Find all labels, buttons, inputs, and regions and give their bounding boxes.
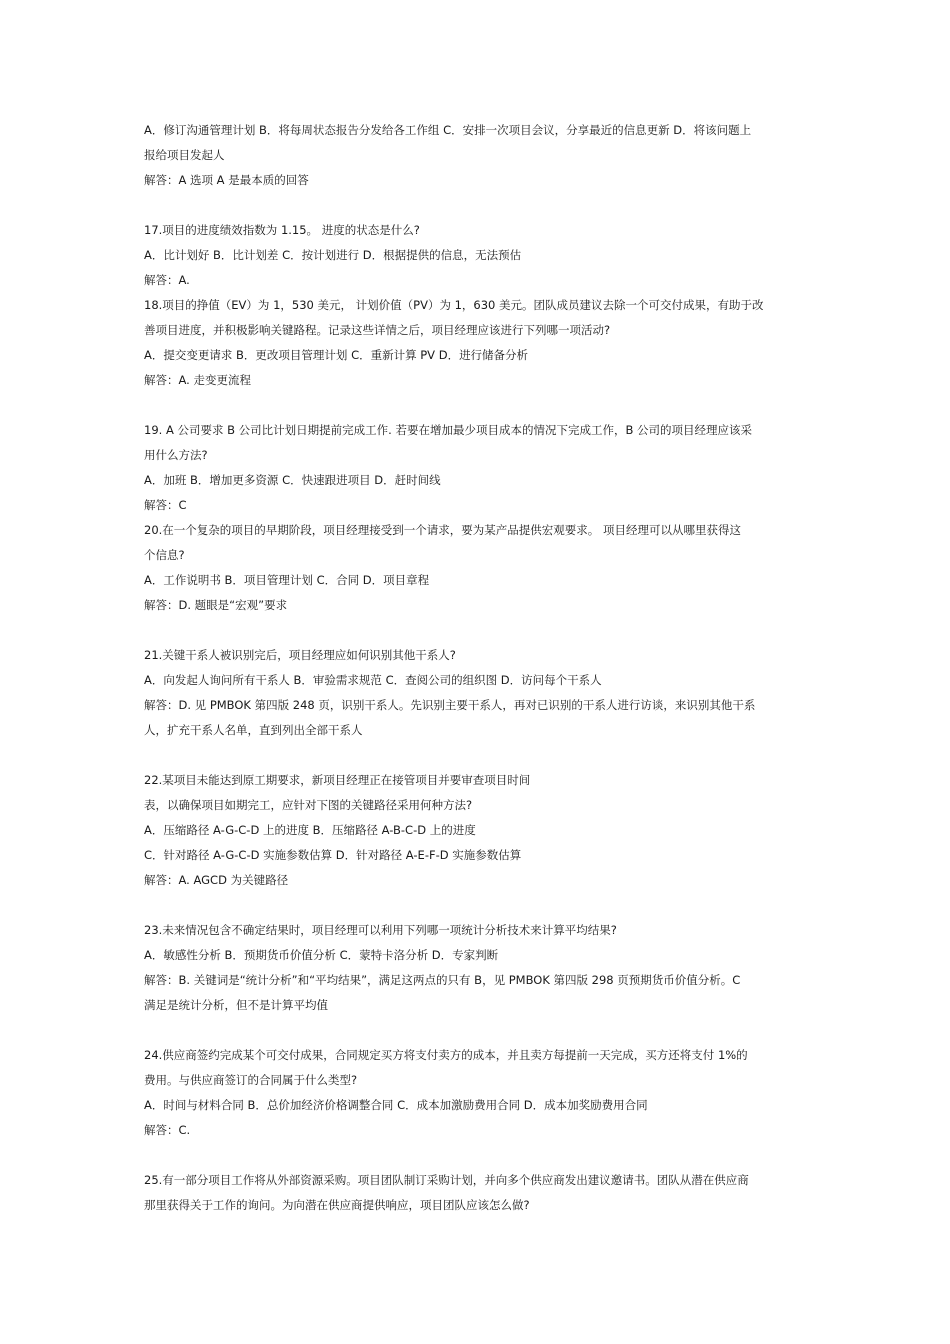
text-line: A．压缩路径 A-G-C-D 上的进度 B．压缩路径 A-B-C-D 上的进度: [144, 823, 476, 837]
text-line: 解答：C: [144, 498, 187, 512]
text-line: 21.关键干系人被识别完后，项目经理应如何识别其他干系人?: [144, 648, 456, 662]
text-line: A．提交变更请求 B．更改项目管理计划 C．重新计算 PV D．进行储备分析: [144, 348, 529, 362]
text-line: 24.供应商签约完成某个可交付成果，合同规定买方将支付卖方的成本，并且卖方每提前一天完成，买方还将支付 1%的: [144, 1048, 748, 1062]
paragraph-gap: [144, 1018, 810, 1043]
paragraph-gap: [144, 893, 810, 918]
paragraph-gap: [144, 743, 810, 768]
text-line: 20.在一个复杂的项目的早期阶段，项目经理接受到一个请求，要为某产品提供宏观要求。 项目经理可以从哪里获得这: [144, 523, 741, 537]
text-line: 费用。与供应商签订的合同属于什么类型?: [144, 1073, 358, 1087]
text-line: 个信息?: [144, 548, 185, 562]
text-line: 报给项目发起人: [144, 148, 225, 162]
text-line: A．向发起人询问所有干系人 B．审验需求规范 C．查阅公司的组织图 D．访问每个干系人: [144, 673, 602, 687]
paragraph-gap: [144, 618, 810, 643]
paragraph-gap: [144, 1143, 810, 1168]
text-line: 解答：A 选项 A 是最本质的回答: [144, 173, 309, 187]
text-line: 25.有一部分项目工作将从外部资源采购。项目团队制订采购计划，并向多个供应商发出建议邀请书。团队从潜在供应商: [144, 1173, 749, 1187]
text-line: 表，以确保项目如期完工，应针对下图的关键路径采用何种方法?: [144, 798, 473, 812]
text-line: 解答：D. 见 PMBOK 第四版 248 页，识别干系人。先识别主要干系人，再对已识别的干系人进行访谈，来识别其他干系: [144, 698, 756, 712]
text-line: C．针对路径 A-G-C-D 实施参数估算 D．针对路径 A-E-F-D 实施参数估算: [144, 848, 522, 862]
text-line: A．时间与材料合同 B．总价加经济价格调整合同 C．成本加激励费用合同 D．成本加奖励费用合同: [144, 1098, 648, 1112]
text-line: 解答：A. 走变更流程: [144, 373, 251, 387]
text-line: 19. A 公司要求 B 公司比计划日期提前完成工作. 若要在增加最少项目成本的情况下完成工作，B 公司的项目经理应该采: [144, 423, 753, 437]
text-line: A．敏感性分析 B．预期货币价值分析 C．蒙特卡洛分析 D．专家判断: [144, 948, 499, 962]
text-line: A．比计划好 B．比计划差 C．按计划进行 D．根据提供的信息，无法预估: [144, 248, 522, 262]
text-line: 满足是统计分析，但不是计算平均值: [144, 998, 328, 1012]
page-content: [144, 118, 810, 1218]
text-line: 解答：D. 题眼是“宏观”要求: [144, 598, 288, 612]
paragraph-gap: [144, 393, 810, 418]
text-line: 23.未来情况包含不确定结果时，项目经理可以利用下列哪一项统计分析技术来计算平均结果?: [144, 923, 617, 937]
text-line: 解答：A.: [144, 273, 190, 287]
text-line: 解答：C.: [144, 1123, 191, 1137]
text-line: 人，扩充干系人名单，直到列出全部干系人: [144, 723, 363, 737]
paragraph-gap: [144, 193, 810, 218]
text-line: 那里获得关于工作的询问。为向潜在供应商提供响应，项目团队应该怎么做?: [144, 1198, 530, 1212]
text-line: A．加班 B．增加更多资源 C．快速跟进项目 D．赶时间线: [144, 473, 441, 487]
text-line: 18.项目的挣值（EV）为 1，530 美元， 计划价值（PV）为 1，630 美元。团队成员建议去除一个可交付成果，有助于改: [144, 298, 764, 312]
text-line: 22.某项目未能达到原工期要求，新项目经理正在接管项目并要审查项目时间: [144, 773, 531, 787]
text-line: 解答：A. AGCD 为关键路径: [144, 873, 289, 887]
text-line: 善项目进度，并积极影响关键路程。记录这些详情之后，项目经理应该进行下列哪一项活动?: [144, 323, 611, 337]
text-line: 解答：B. 关键词是“统计分析”和“平均结果”，满足这两点的只有 B，见 PMBOK 第四版 298 页预期货币价值分析。C: [144, 973, 741, 987]
text-line: A．修订沟通管理计划 B．将每周状态报告分发给各工作组 C．安排一次项目会议，分享最近的信息更新 D．将该问题上: [144, 123, 752, 137]
text-line: A．工作说明书 B．项目管理计划 C．合同 D．项目章程: [144, 573, 430, 587]
text-line: 17.项目的进度绩效指数为 1.15。 进度的状态是什么?: [144, 223, 420, 237]
text-line: 用什么方法?: [144, 448, 208, 462]
